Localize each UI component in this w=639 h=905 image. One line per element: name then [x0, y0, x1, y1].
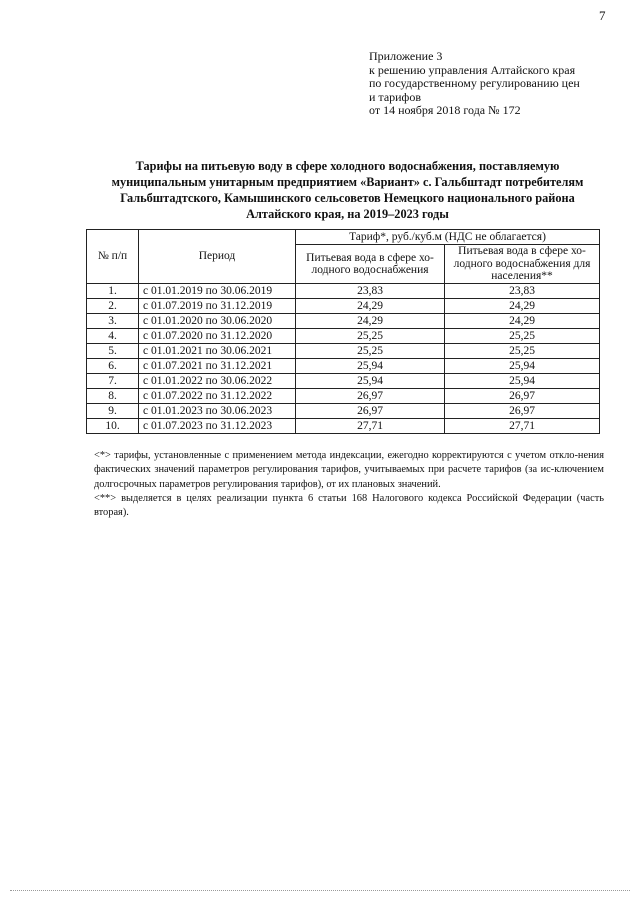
- footnote-1: <*> тарифы, установленные с применением метода индексации, ежегодно корректируются с учетом откло-нения фактических значений параметров регулирования тарифов, учитываемых при расчете тарифов (за ис-ключением долгосрочных параметров регулирования тарифов), от их плановых значений.: [94, 450, 604, 490]
- footnotes: [94, 449, 604, 520]
- table-row: [87, 419, 600, 434]
- table-row: [87, 344, 600, 359]
- footnote-2: <**> выделяется в целях реализации пункта 6 статьи 168 Налогового кодекса Российской Федерации (часть вторая).: [94, 492, 604, 519]
- row-tariff-population: 27,71: [445, 419, 600, 434]
- row-tariff-drinking-water: 26,97: [296, 404, 445, 419]
- table-row: [87, 284, 600, 299]
- table-row: [87, 329, 600, 344]
- table-row: [87, 359, 600, 374]
- row-tariff-population: 25,25: [445, 329, 600, 344]
- row-tariff-drinking-water: 25,94: [296, 359, 445, 374]
- header-period: Период: [139, 230, 296, 284]
- tariff-table: [86, 229, 600, 434]
- row-tariff-drinking-water: 26,97: [296, 389, 445, 404]
- row-tariff-population: 25,25: [445, 344, 600, 359]
- row-tariff-population: 23,83: [445, 284, 600, 299]
- document-title: Тарифы на питьевую воду в сфере холодного водоснабжения, поставляемую муниципальным унитарным предприятием «Вариант» с. Гальбштадт потребителям Гальбштадтского, Камышинского сельсоветов Немецкого национального района Алтайского края, на 2019–2023 годы: [111, 159, 584, 221]
- header-tariff: Тариф*, руб./куб.м (НДС не облагается): [296, 230, 600, 245]
- row-period: с 01.01.2022 по 30.06.2022: [139, 374, 296, 389]
- table-row: [87, 389, 600, 404]
- row-period: с 01.07.2023 по 31.12.2023: [139, 419, 296, 434]
- header-number: № п/п: [87, 230, 139, 284]
- row-tariff-drinking-water: 24,29: [296, 299, 445, 314]
- row-period: с 01.01.2020 по 30.06.2020: [139, 314, 296, 329]
- row-tariff-drinking-water: 24,29: [296, 314, 445, 329]
- row-period: с 01.07.2021 по 31.12.2021: [139, 359, 296, 374]
- appendix-reference: Приложение 3 к решению управления Алтайского края по государственному регулированию цен и тарифов от 14 ноября 2018 года № 172: [369, 49, 580, 117]
- row-tariff-population: 24,29: [445, 314, 600, 329]
- table-row: [87, 299, 600, 314]
- row-period: с 01.01.2021 по 30.06.2021: [139, 344, 296, 359]
- row-period: с 01.07.2022 по 31.12.2022: [139, 389, 296, 404]
- row-number: 10.: [87, 419, 139, 434]
- page-number: 7: [599, 8, 606, 23]
- header-drinking-water: Питьевая вода в сфере хо-лодного водоснабжения: [296, 245, 445, 284]
- row-number: 9.: [87, 404, 139, 419]
- row-tariff-drinking-water: 25,25: [296, 344, 445, 359]
- row-period: с 01.01.2023 по 30.06.2023: [139, 404, 296, 419]
- row-period: с 01.07.2019 по 31.12.2019: [139, 299, 296, 314]
- row-period: с 01.07.2020 по 31.12.2020: [139, 329, 296, 344]
- row-tariff-drinking-water: 25,25: [296, 329, 445, 344]
- row-number: 7.: [87, 374, 139, 389]
- row-period: с 01.01.2019 по 30.06.2019: [139, 284, 296, 299]
- row-tariff-population: 25,94: [445, 374, 600, 389]
- row-tariff-drinking-water: 23,83: [296, 284, 445, 299]
- row-number: 2.: [87, 299, 139, 314]
- row-number: 1.: [87, 284, 139, 299]
- row-number: 8.: [87, 389, 139, 404]
- header-drinking-water-population: Питьевая вода в сфере хо-лодного водоснабжения для населения**: [445, 245, 600, 284]
- row-number: 5.: [87, 344, 139, 359]
- scan-edge-line: [10, 890, 630, 891]
- row-tariff-drinking-water: 27,71: [296, 419, 445, 434]
- table-row: [87, 374, 600, 389]
- row-tariff-population: 25,94: [445, 359, 600, 374]
- row-number: 3.: [87, 314, 139, 329]
- table-row: [87, 314, 600, 329]
- table-row: [87, 404, 600, 419]
- row-tariff-drinking-water: 25,94: [296, 374, 445, 389]
- row-number: 6.: [87, 359, 139, 374]
- tariff-table-body: [87, 284, 600, 434]
- row-tariff-population: 24,29: [445, 299, 600, 314]
- row-number: 4.: [87, 329, 139, 344]
- row-tariff-population: 26,97: [445, 389, 600, 404]
- row-tariff-population: 26,97: [445, 404, 600, 419]
